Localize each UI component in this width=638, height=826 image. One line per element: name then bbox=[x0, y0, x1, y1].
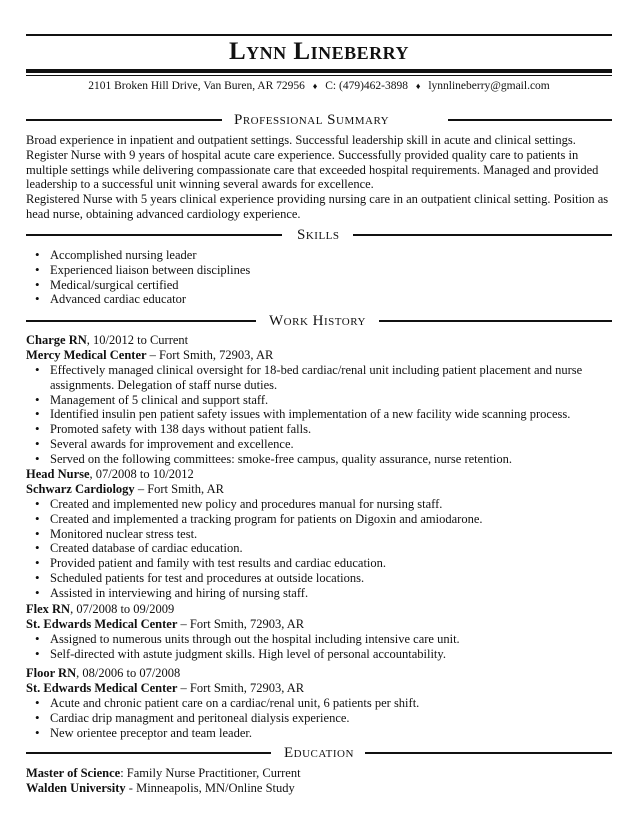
section-title-summary: Professional Summary bbox=[234, 112, 390, 128]
job-header bbox=[26, 666, 612, 696]
skill-item: • Accomplished nursing leader bbox=[26, 248, 612, 263]
section-rule-left bbox=[26, 320, 256, 322]
section-header-summary bbox=[26, 110, 612, 130]
job-bullet: • Created and implemented a tracking program for patients on Digoxin and amiodarone. bbox=[26, 512, 612, 527]
section-rule-left bbox=[26, 752, 271, 754]
name-rule-thin bbox=[26, 75, 612, 76]
employer: Schwarz Cardiology bbox=[26, 481, 135, 496]
section-title-education: Education bbox=[284, 745, 354, 761]
name-rule-thick bbox=[26, 69, 612, 73]
section-rule-left bbox=[26, 234, 282, 236]
section-title-work: Work History bbox=[269, 313, 366, 329]
section-rule-right bbox=[448, 119, 612, 121]
section-header-work bbox=[26, 311, 612, 331]
job-title: Floor RN bbox=[26, 666, 77, 680]
employer: Mercy Medical Center bbox=[26, 347, 147, 362]
job-bullet: • Effectively managed clinical oversight for 18-bed cardiac/renal unit including patient placement and nurse assignments. Delegation of staff nurse duties. bbox=[26, 363, 612, 393]
school-location: - Minneapolis, MN/Online Study bbox=[125, 780, 295, 795]
degree: Master of Science bbox=[26, 766, 121, 780]
employer: St. Edwards Medical Center bbox=[26, 616, 178, 631]
job-bullets bbox=[26, 363, 612, 467]
candidate-name: Lynn Lineberry bbox=[229, 38, 409, 65]
education-entry bbox=[26, 766, 612, 796]
job-bullets bbox=[26, 632, 612, 662]
job-title: Head Nurse bbox=[26, 467, 90, 481]
job-bullet: • Created and implemented new policy and procedures manual for nursing staff. bbox=[26, 497, 612, 512]
job-bullet: • Identified insulin pen patient safety issues with implementation of a new facility wide scanning process. bbox=[26, 407, 612, 422]
job-bullet: • New orientee preceptor and team leader. bbox=[26, 726, 612, 741]
job-location: – Fort Smith, 72903, AR bbox=[177, 616, 305, 631]
skill-item: • Advanced cardiac educator bbox=[26, 292, 612, 307]
section-rule-right bbox=[379, 320, 612, 322]
job-bullet: • Created database of cardiac education. bbox=[26, 541, 612, 556]
job-bullet: • Cardiac drip managment and peritoneal dialysis experience. bbox=[26, 711, 612, 726]
job-dates: , 08/2006 to 07/2008 bbox=[76, 666, 181, 680]
employer: St. Edwards Medical Center bbox=[26, 680, 178, 695]
section-header-skills bbox=[26, 225, 612, 245]
section-rule-right bbox=[353, 234, 612, 236]
diamond-separator-icon: ♦ bbox=[415, 81, 421, 91]
job-bullet: • Management of 5 clinical and support staff. bbox=[26, 393, 612, 408]
job-bullet: • Provided patient and family with test results and cardiac education. bbox=[26, 556, 612, 571]
degree-field: : Family Nurse Practitioner, Current bbox=[120, 766, 301, 780]
section-title-skills: Skills bbox=[297, 227, 340, 243]
job-bullet: • Scheduled patients for test and procedures at outside locations. bbox=[26, 571, 612, 586]
job-title: Charge RN bbox=[26, 333, 87, 347]
job-header bbox=[26, 602, 612, 632]
phone: C: (479)462-3898 bbox=[325, 80, 408, 92]
summary-text bbox=[26, 133, 612, 222]
job-bullet: • Monitored nuclear stress test. bbox=[26, 527, 612, 542]
school: Walden University bbox=[26, 780, 126, 795]
job-dates: , 07/2008 to 09/2009 bbox=[70, 602, 175, 616]
job-bullets bbox=[26, 497, 612, 601]
diamond-separator-icon: ♦ bbox=[312, 81, 318, 91]
job-dates: , 10/2012 to Current bbox=[86, 333, 189, 347]
section-header-education bbox=[26, 743, 612, 763]
job-header bbox=[26, 467, 612, 497]
job-bullet: • Served on the following committees: smoke-free campus, quality assurance, nurse retention. bbox=[26, 452, 612, 467]
job-bullet: • Assisted in interviewing and hiring of nursing staff. bbox=[26, 586, 612, 601]
summary-paragraph: Register Nurse with 9 years of hospital acute care experience. Successfully provided quality care to patients in multiple settings while delivering compassionate care that exceeded hospital requirements. Managed and provided leadership to a successful unit winning several awards for excellence. bbox=[26, 147, 599, 192]
job-bullet: • Acute and chronic patient care on a cardiac/renal unit, 6 patients per shift. bbox=[26, 696, 612, 711]
job-title: Flex RN bbox=[26, 602, 71, 616]
address: 2101 Broken Hill Drive, Van Buren, AR 72956 bbox=[88, 80, 305, 92]
summary-paragraph: Registered Nurse with 5 years clinical experience providing nursing care in an outpatient clinical setting. Position as head nurse, obtaining advanced cardiology experience. bbox=[26, 192, 609, 221]
job-bullets bbox=[26, 696, 612, 740]
section-rule-right bbox=[365, 752, 612, 754]
job-location: – Fort Smith, 72903, AR bbox=[177, 680, 305, 695]
job-header bbox=[26, 333, 612, 363]
skill-item: • Medical/surgical certified bbox=[26, 278, 612, 293]
skills-list bbox=[26, 248, 612, 307]
skill-item: • Experienced liaison between disciplines bbox=[26, 263, 612, 278]
top-rule bbox=[26, 34, 612, 36]
contact-line bbox=[0, 80, 638, 92]
job-bullet: • Promoted safety with 138 days without patient falls. bbox=[26, 422, 612, 437]
job-bullet: • Several awards for improvement and excellence. bbox=[26, 437, 612, 452]
section-rule-left bbox=[26, 119, 222, 121]
job-location: – Fort Smith, 72903, AR bbox=[146, 347, 274, 362]
email: lynnlineberry@gmail.com bbox=[428, 80, 550, 92]
job-bullet: • Self-directed with astute judgment skills. High level of personal accountability. bbox=[26, 647, 612, 662]
summary-paragraph: Broad experience in inpatient and outpatient settings. Successful leadership skill in acute and clinical settings. bbox=[26, 133, 576, 147]
job-location: – Fort Smith, AR bbox=[134, 481, 224, 496]
job-dates: , 07/2008 to 10/2012 bbox=[89, 467, 194, 481]
job-bullet: • Assigned to numerous units through out the hospital including intensive care unit. bbox=[26, 632, 612, 647]
